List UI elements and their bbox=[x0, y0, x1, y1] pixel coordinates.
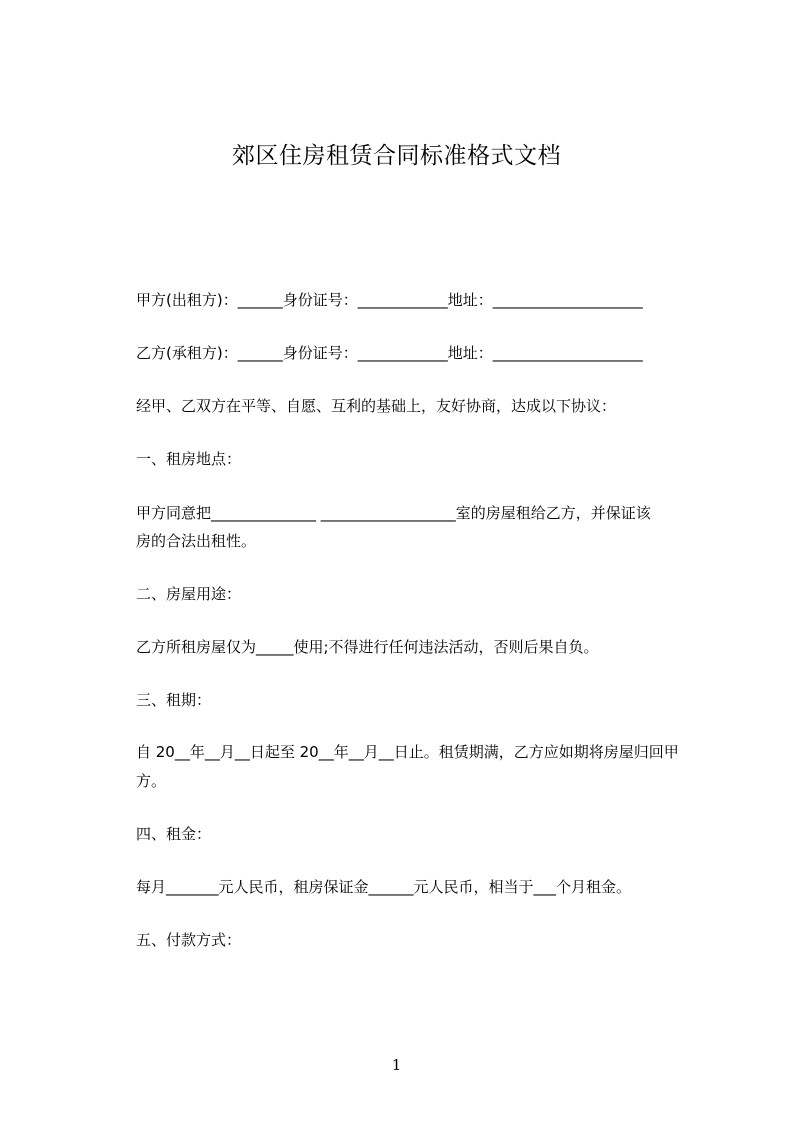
section-5-heading: 五、付款方式： bbox=[136, 931, 242, 949]
document-title: 郊区住房租赁合同标准格式文档 bbox=[232, 143, 561, 169]
section-3-body-line-2: 方。 bbox=[136, 772, 167, 790]
section-2-heading: 二、房屋用途： bbox=[136, 585, 242, 603]
section-1-body-line-2: 房的合法出租性。 bbox=[136, 532, 257, 550]
section-3-heading: 三、租期： bbox=[136, 691, 212, 709]
section-2-body: 乙方所租房屋仅为_____使用;不得进行任何违法活动，否则后果自负。 bbox=[136, 638, 599, 656]
preamble-paragraph: 经甲、乙双方在平等、自愿、互利的基础上，友好协商，达成以下协议： bbox=[136, 397, 617, 415]
section-3-body-line-1: 自 20__年__月__日起至 20__年__月__日止。租赁期满，乙方应如期将房屋归回甲 bbox=[136, 743, 679, 761]
section-1-body-line-1: 甲方同意把______________ __________________室的房屋租给乙方，并保证该 bbox=[136, 504, 651, 522]
section-4-heading: 四、租金： bbox=[136, 825, 212, 843]
section-4-body: 每月_______元人民币，租房保证金______元人民币，相当于___个月租金。 bbox=[136, 878, 632, 896]
page-number: 1 bbox=[391, 1056, 402, 1074]
section-1-heading: 一、租房地点： bbox=[136, 450, 242, 468]
party-a-line: 甲方(出租方)：______身份证号：____________地址：____________________ bbox=[136, 291, 643, 309]
party-b-line: 乙方(承租方)：______身份证号：____________地址：____________________ bbox=[136, 344, 643, 362]
